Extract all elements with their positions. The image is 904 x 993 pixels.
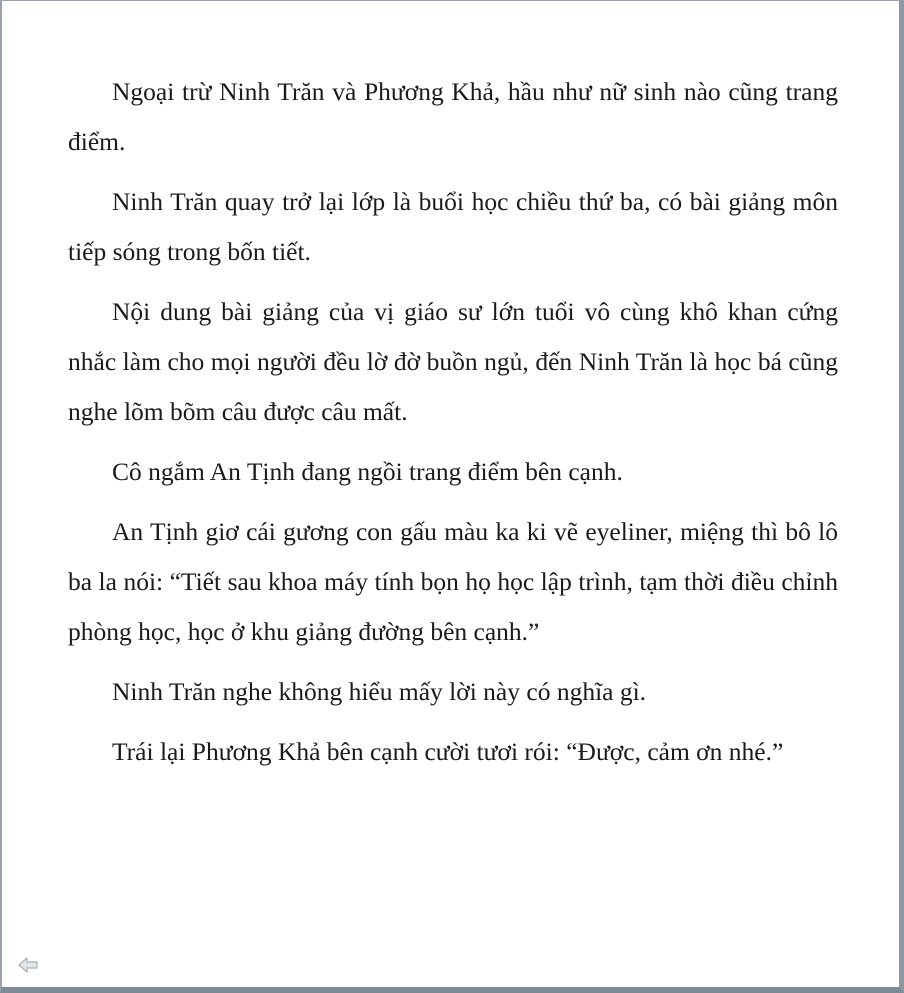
paragraph: Trái lại Phương Khả bên cạnh cười tươi rói: “Được, cảm ơn nhé.” xyxy=(112,737,784,766)
paragraph: Nội dung bài giảng của vị giáo sư lớn tuổi vô cùng khô khan cứng nhắc làm cho mọi người đều lờ đờ buồn ngủ, đến Ninh Trăn là học bá cũng nghe lõm bõm câu được câu mất. xyxy=(68,297,838,426)
paragraph: An Tịnh giơ cái gương con gấu màu ka ki vẽ eyeliner, miệng thì bô lô ba la nói: “Tiết sau khoa máy tính bọn họ học lập trình, tạm thời điều chỉnh phòng học, học ở khu giảng đường bên cạnh.” xyxy=(68,517,838,646)
previous-page-button[interactable] xyxy=(17,956,39,974)
paragraph: Ninh Trăn nghe không hiểu mấy lời này có nghĩa gì. xyxy=(112,677,647,706)
document-page xyxy=(68,67,838,787)
arrow-left-icon xyxy=(17,956,39,974)
paragraph: Ngoại trừ Ninh Trăn và Phương Khả, hầu như nữ sinh nào cũng trang điểm. xyxy=(68,77,838,156)
paragraph: Cô ngắm An Tịnh đang ngồi trang điểm bên cạnh. xyxy=(112,457,623,486)
paragraph: Ninh Trăn quay trở lại lớp là buổi học chiều thứ ba, có bài giảng môn tiếp sóng trong bốn tiết. xyxy=(68,187,838,266)
